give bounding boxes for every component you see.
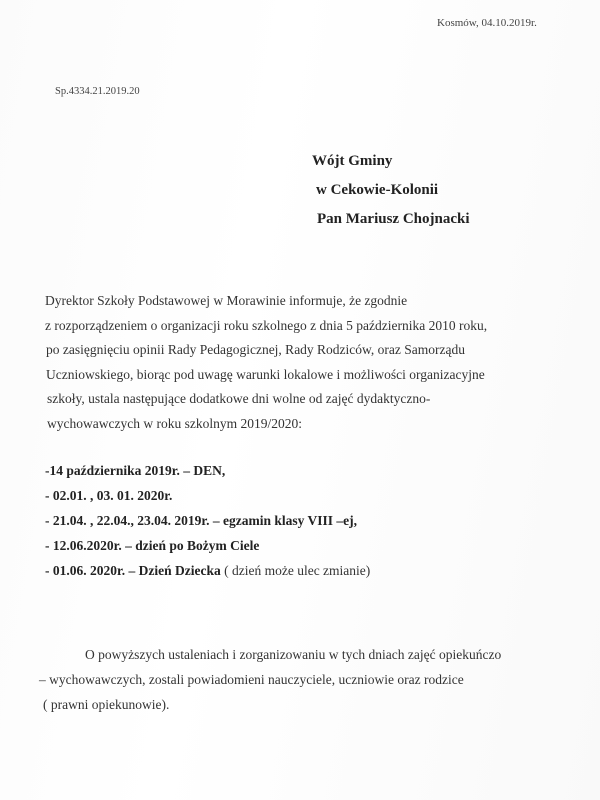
body-line: wychowawczych w roku szkolnym 2019/2020: [47, 415, 302, 431]
days-off-item-text: - 02.01. , 03. 01. 2020r. [45, 488, 173, 503]
days-off-item-text: - 21.04. , 22.04., 23.04. 2019r. – egzamin klasy VIII –ej, [45, 513, 358, 528]
days-off-item [45, 458, 580, 483]
days-off-item-text: - 12.06.2020r. – dzień po Bożym Ciele [45, 538, 260, 553]
addressee-line-2: w Cekowie-Kolonii [316, 182, 439, 198]
addressee-line-3: Pan Mariusz Chojnacki [317, 211, 470, 227]
body-line: z rozporządzeniem o organizacji roku szkolnego z dnia 5 października 2010 roku, [45, 317, 488, 333]
days-off-item [45, 558, 580, 583]
closing-paragraph [36, 642, 580, 717]
days-off-item-text: -14 października 2019r. – DEN, [45, 463, 226, 478]
days-off-item-note: ( dzień może ulec zmianie) [220, 563, 371, 578]
addressee-block [312, 147, 470, 234]
body-line: szkoły, ustala następujące dodatkowe dni wolne od zajęć dydaktyczno- [47, 391, 431, 406]
days-off-item [45, 483, 580, 508]
closing-line: – wychowawczych, zostali powiadomieni nauczyciele, uczniowie oraz rodzice [39, 672, 464, 687]
body-line: Uczniowskiego, biorąc pod uwagę warunki lokalowe i możliwości organizacyjne [46, 366, 485, 382]
days-off-item-text: - 01.06. 2020r. – Dzień Dziecka [45, 563, 221, 578]
body-paragraph [45, 289, 580, 436]
body-line: po zasięgnięciu opinii Rady Pedagogicznej, Rady Rodziców, oraz Samorządu [46, 342, 466, 357]
closing-line: ( prawni opiekunowie). [43, 697, 170, 712]
closing-line: O powyższych ustaleniach i zorganizowaniu w tych dniach zajęć opiekuńczo [85, 647, 502, 662]
document-date: Kosmów, 04.10.2019r. [437, 17, 537, 29]
addressee-line-1: Wójt Gminy [312, 153, 393, 169]
body-line: Dyrektor Szkoły Podstawowej w Morawinie informuje, że zgodnie [45, 293, 408, 308]
reference-number: Sp.4334.21.2019.20 [55, 86, 140, 97]
days-off-list [45, 458, 580, 583]
days-off-item [45, 533, 580, 558]
days-off-item [45, 508, 580, 533]
